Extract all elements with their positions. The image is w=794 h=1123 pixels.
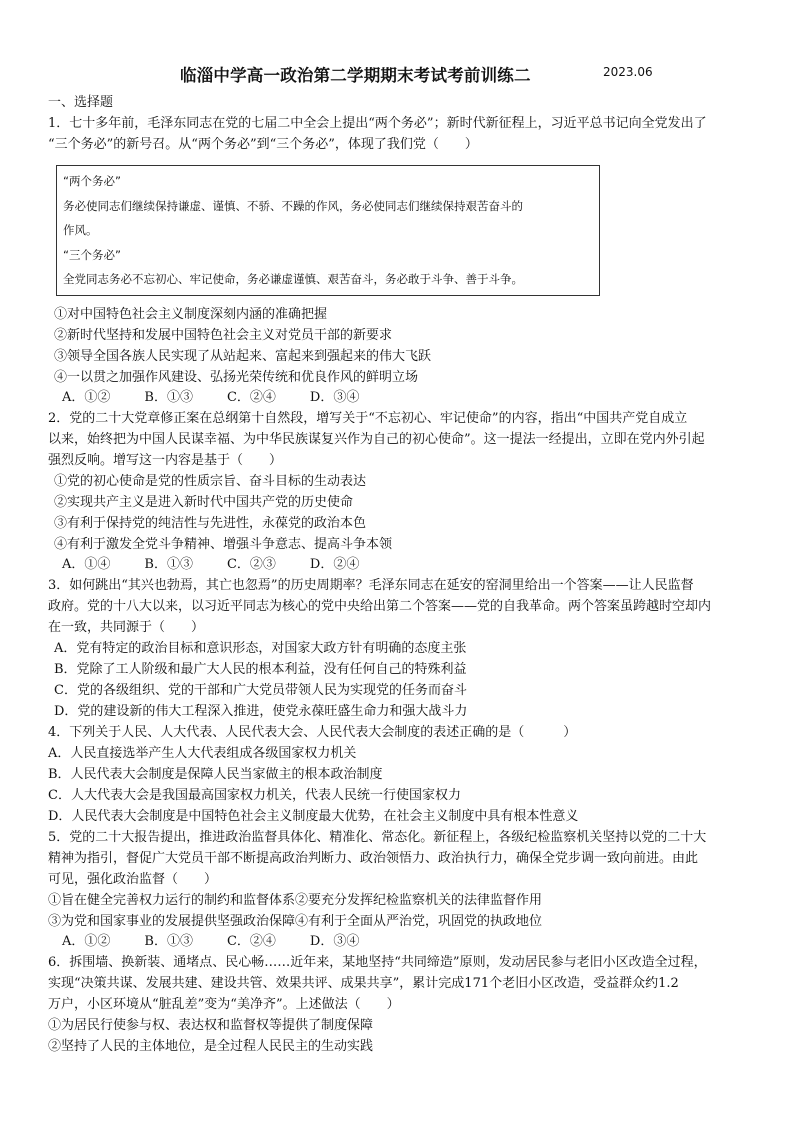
answer-choice-d: D．③④: [309, 933, 360, 949]
exam-date: 2023.06: [603, 65, 653, 79]
page-header: [0, 62, 794, 85]
answer-choice-a: A．党有特定的政治目标和意识形态，对国家大政方针有明确的态度主张: [54, 640, 467, 656]
question-stem-line: 1．七十多年前，毛泽东同志在党的七届二中全会上提出“两个务必”；新时代新征程上，习近平总书记向全党发出了: [48, 116, 707, 131]
answer-choice-a: A．①②: [62, 933, 111, 949]
statement-option: ①对中国特色社会主义制度深刻内涵的准确把握: [54, 306, 328, 322]
answer-choice-b: B．①③: [144, 933, 193, 949]
question-stem-line: 3．如何跳出“其兴也勃焉，其亡也忽焉”的历史周期率？毛泽东同志在延安的窑洞里给出一个答案——让人民监督: [48, 577, 694, 593]
quote-line: “三个务必”: [63, 247, 121, 262]
answer-choice-a: A．①④: [62, 556, 111, 572]
question-5: [48, 827, 764, 952]
statement-option: ③有利于保持党的纯洁性与先进性，永葆党的政治本色: [54, 515, 367, 531]
answer-choice-c: C．人大代表大会是我国最高国家权力机关，代表人民统一行使国家权力: [48, 787, 461, 803]
answer-choice-b: B．人民代表大会制度是保障人民当家做主的根本政治制度: [48, 766, 383, 782]
quote-box: [56, 165, 600, 296]
question-3: [48, 575, 764, 722]
answer-choice-c: C．②④: [226, 933, 276, 949]
question-stem-line: 2．党的二十大党章修正案在总纲第十自然段，增写关于“不忘初心、牢记使命”的内容，指出“中国共产党自成立: [48, 410, 688, 426]
answer-choice-c: C．②③: [226, 556, 276, 572]
question-4: [48, 722, 764, 827]
statement-option: ④有利于激发全党斗争精神、增强斗争意志、提高斗争本领: [54, 536, 393, 552]
answer-choices: [48, 555, 764, 575]
answer-choice-c: C．党的各级组织、党的干部和广大党员带领人民为实现党的任务而奋斗: [54, 682, 467, 698]
question-1: [48, 113, 764, 408]
quote-line: 务必使同志们继续保持谦虚、谨慎、不骄、不躁的作风，务必使同志们继续保持艰苦奋斗的: [63, 198, 523, 213]
answer-choice-d: D．人民代表大会制度是中国特色社会主义制度最大优势，在社会主义制度中具有根本性意义: [48, 808, 579, 824]
question-stem-line: 5．党的二十大报告提出，推进政治监督具体化、精准化、常态化。新征程上，各级纪检监察机关坚持以党的二十大: [48, 829, 707, 845]
statement-option: ②实现共产主义是进入新时代中国共产党的历史使命: [54, 494, 354, 510]
question-stem-line: 实现“决策共谋、发展共建、建设共管、效果共评、成果共享”，累计完成171个老旧小区改造，受益群众约1.2: [48, 975, 679, 991]
section-heading: 一、选择题: [48, 95, 114, 110]
quote-line: “两个务必”: [63, 174, 121, 188]
answer-choice-b: B．①③: [144, 389, 193, 405]
statement-option: ④一以贯之加强作风建设、弘扬光荣传统和优良作风的鲜明立场: [54, 369, 419, 385]
question-stem-line: 可见，强化政治监督（ ）: [48, 871, 218, 887]
question-6: [48, 952, 764, 1057]
answer-choice-d: D．③④: [309, 389, 360, 405]
question-stem-line: 精神为指引，督促广大党员干部不断提高政治判断力、政治领悟力、政治执行力，确保全党步调一致向前进。由此: [48, 850, 699, 866]
quote-line: 全党同志务必不忘初心、牢记使命，务必谦虚谨慎、艰苦奋斗，务必敢于斗争、善于斗争。: [63, 272, 523, 286]
answer-choices: [48, 932, 764, 952]
question-stem-line: 在一致，共同源于（ ）: [48, 619, 205, 635]
question-stem-line: 以来，始终把为中国人民谋幸福、为中华民族谋复兴作为自己的初心使命”。这一提法一经提出，立即在党内外引起: [48, 431, 705, 447]
statement-option: ①旨在健全完善权力运行的制约和监督体系②要充分发挥纪检监察机关的法律监督作用: [48, 892, 543, 908]
question-stem-line: 强烈反响。增写这一内容是基于（ ）: [48, 452, 283, 468]
page-title: 临淄中学高一政治第二学期期末考试考前训练二: [180, 66, 531, 85]
answer-choice-b: B．党除了工人阶级和最广大人民的根本利益，没有任何自己的特殊利益: [54, 661, 467, 677]
answer-choice-a: A．人民直接选举产生人大代表组成各级国家权力机关: [48, 745, 357, 761]
question-stem-line: 万户，小区环境从“脏乱差”变为“美净齐”。上述做法（ ）: [48, 996, 400, 1012]
answer-choice-a: A．①②: [62, 389, 111, 405]
statement-option: ②新时代坚持和发展中国特色社会主义对党员干部的新要求: [54, 327, 393, 343]
answer-choice-d: D．党的建设新的伟大工程深入推进，使党永葆旺盛生命力和强大战斗力: [54, 703, 468, 719]
question-stem-line: 4．下列关于人民、人大代表、人民代表大会、人民代表大会制度的表述正确的是（ ）: [48, 724, 577, 740]
quote-line: 作风。: [63, 223, 98, 237]
statement-option: ③领导全国各族人民实现了从站起来、富起来到强起来的伟大飞跃: [54, 348, 432, 364]
question-stem-line: “三个务必”的新号召。从“两个务必”到“三个务必”，体现了我们党（ ）: [48, 137, 478, 152]
statement-option: ③为党和国家事业的发展提供坚强政治保障④有利于全面从严治党，巩固党的执政地位: [48, 913, 543, 929]
question-2: [48, 408, 764, 575]
statement-option: ②坚持了人民的主体地位，是全过程人民民主的生动实践: [48, 1038, 374, 1054]
question-stem-line: 6．拆围墙、换新装、通堵点、民心畅……近年来，某地坚持“共同缔造”原则，发动居民参与老旧小区改造全过程，: [48, 954, 707, 970]
question-list: [48, 92, 764, 1057]
statement-option: ①党的初心使命是党的性质宗旨、奋斗目标的生动表达: [54, 473, 367, 489]
statement-option: ①为居民行使参与权、表达权和监督权等提供了制度保障: [48, 1017, 374, 1033]
answer-choice-c: C．②④: [226, 389, 276, 405]
answer-choice-b: B．①③: [144, 556, 193, 572]
question-stem-line: 政府。党的十八大以来，以习近平同志为核心的党中央给出第二个答案——党的自我革命。两个答案虽跨越时空却内: [48, 598, 712, 614]
answer-choices: [48, 388, 764, 408]
answer-choice-d: D．②④: [309, 556, 360, 572]
